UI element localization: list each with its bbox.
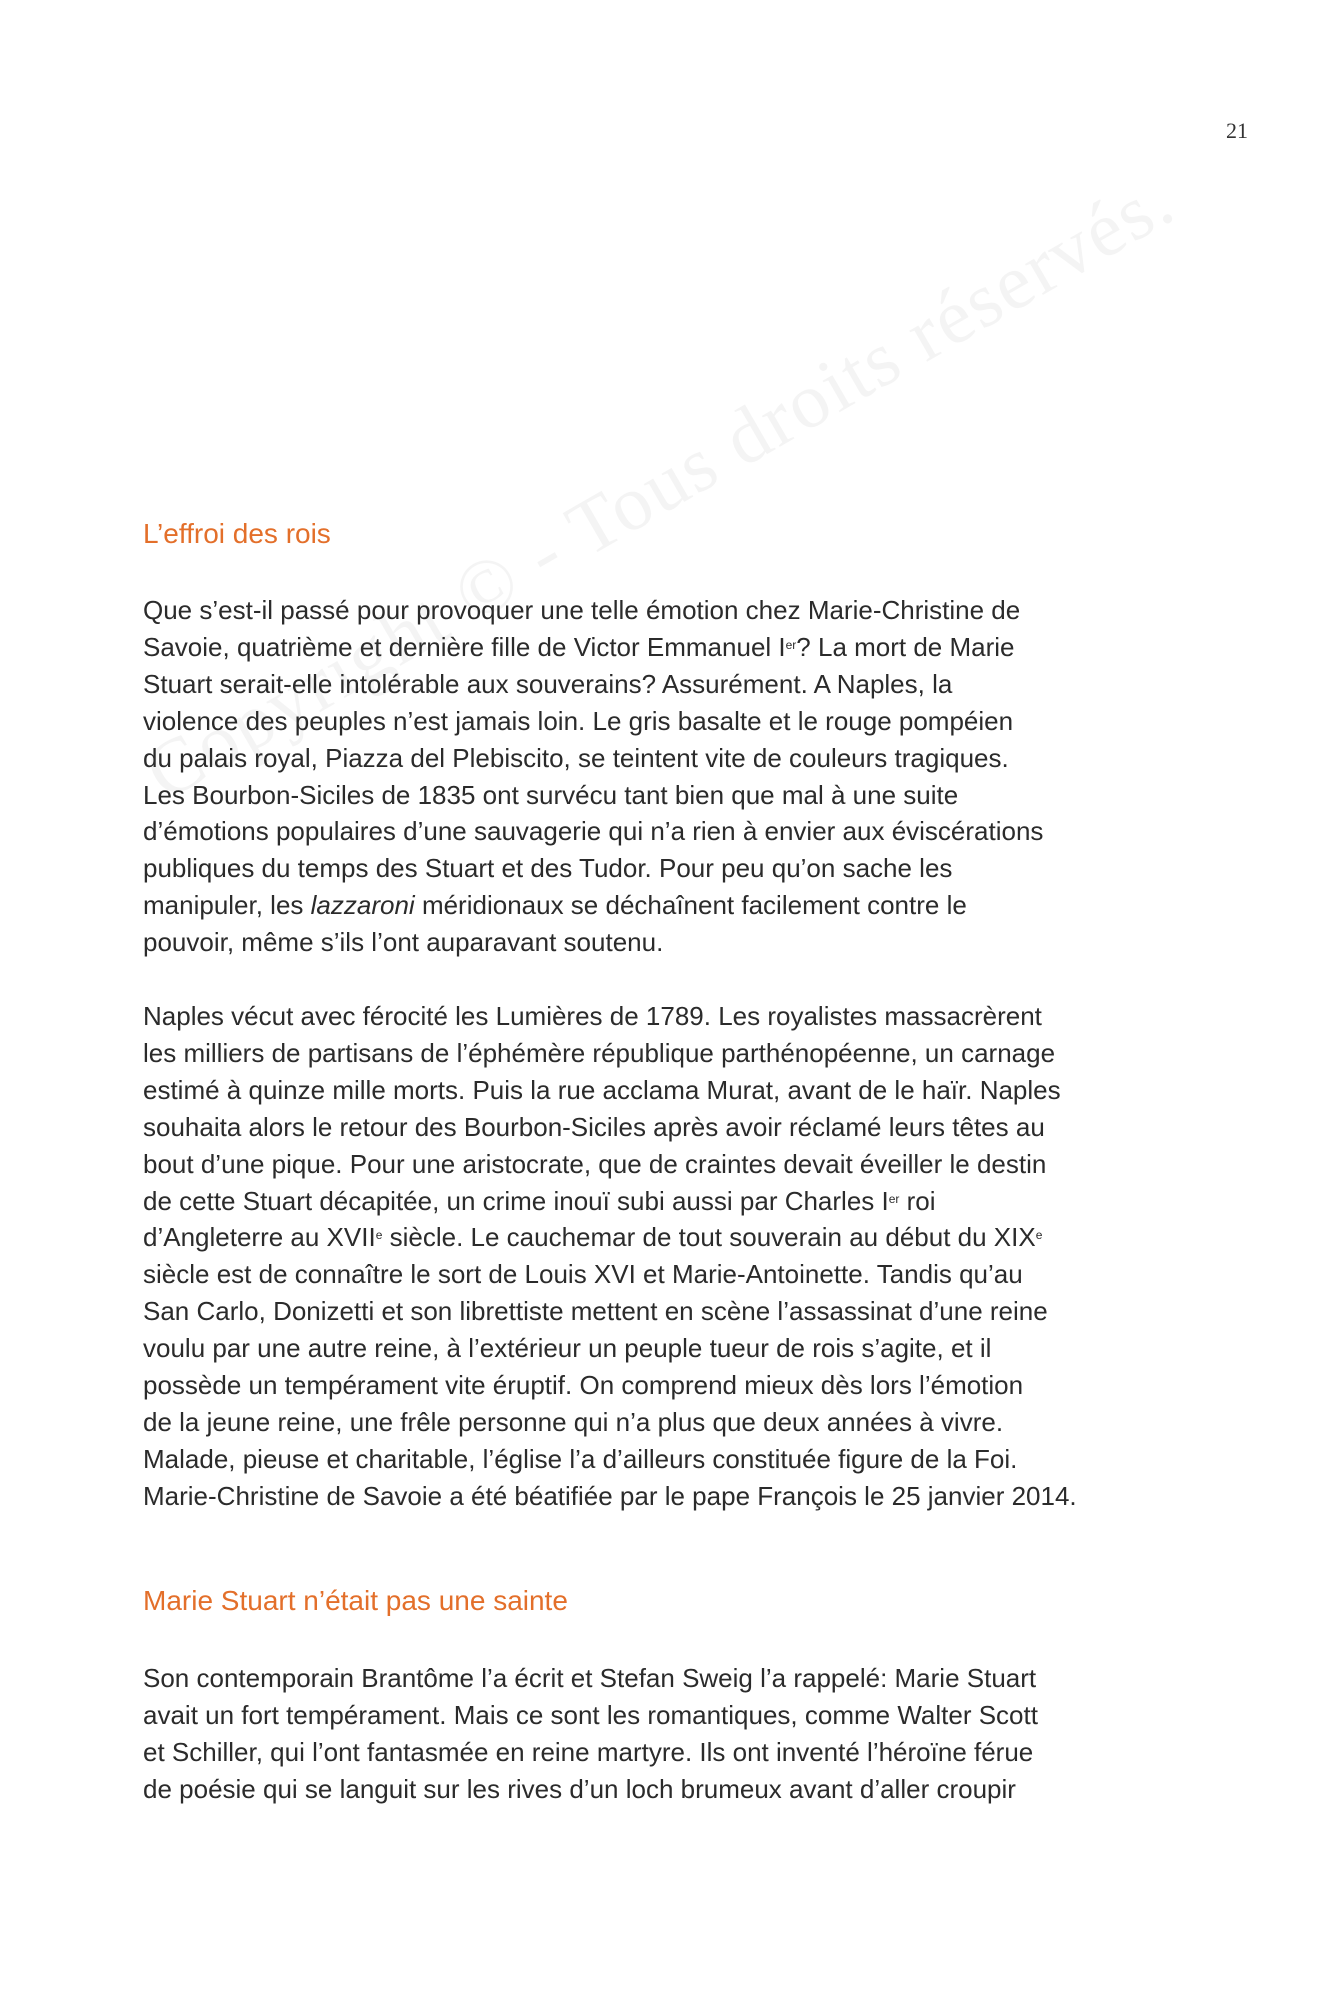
- superscript: er: [888, 1191, 900, 1206]
- text-line: San Carlo, Donizetti et son librettiste mettent en scène l’assassinat d’une reine: [143, 1296, 1048, 1327]
- text-line: avait un fort tempérament. Mais ce sont les romantiques, comme Walter Scott: [143, 1699, 1038, 1730]
- text-line: du palais royal, Piazza del Plebiscito, se teintent vite de couleurs tragiques.: [143, 742, 1009, 773]
- text-line: manipuler, les lazzaroni méridionaux se déchaînent facilement contre le: [143, 890, 967, 921]
- text-line: Savoie, quatrième et dernière fille de Victor Emmanuel Ier? La mort de Marie: [143, 631, 1015, 662]
- text-line: d’Angleterre au XVIIe siècle. Le cauchemar de tout souverain au début du XIXe: [143, 1222, 1043, 1253]
- text-line: bout d’une pique. Pour une aristocrate, que de craintes devait éveiller le destin: [143, 1148, 1047, 1179]
- italic-term: lazzaroni: [310, 890, 415, 921]
- text-line: siècle est de connaître le sort de Louis XVI et Marie-Antoinette. Tandis qu’au: [143, 1259, 1023, 1290]
- superscript: e: [375, 1228, 383, 1243]
- text-line: de poésie qui se languit sur les rives d’un loch brumeux avant d’aller croupir: [143, 1773, 1016, 1804]
- text-line: et Schiller, qui l’ont fantasmée en reine martyre. Ils ont inventé l’héroïne férue: [143, 1736, 1034, 1767]
- text-line: possède un tempérament vite éruptif. On comprend mieux dès lors l’émotion: [143, 1370, 1024, 1401]
- text-line: violence des peuples n’est jamais loin. Le gris basalte et le rouge pompéien: [143, 705, 1014, 736]
- text-line: Les Bourbon-Siciles de 1835 ont survécu tant bien que mal à une suite: [143, 779, 959, 810]
- text-line: Que s’est-il passé pour provoquer une telle émotion chez Marie-Christine de: [143, 595, 1021, 625]
- paragraph-3: [143, 1660, 1203, 1808]
- text-line: souhaita alors le retour des Bourbon-Siciles après avoir réclamé leurs têtes au: [143, 1111, 1045, 1142]
- text-line: de cette Stuart décapitée, un crime inouï subi aussi par Charles Ier roi: [143, 1185, 936, 1216]
- text-line: Malade, pieuse et charitable, l’église l’a d’ailleurs constituée figure de la Foi.: [143, 1443, 1018, 1474]
- text-line: publiques du temps des Stuart et des Tudor. Pour peu qu’on sache les: [143, 853, 953, 884]
- text-line: d’émotions populaires d’une sauvagerie qui n’a rien à envier aux éviscérations: [143, 816, 1044, 847]
- text-line: Naples vécut avec férocité les Lumières de 1789. Les royalistes massacrèrent: [143, 1001, 1042, 1031]
- text-line: de la jeune reine, une frêle personne qui n’a plus que deux années à vivre.: [143, 1406, 1004, 1437]
- page-number: 21: [1226, 118, 1248, 143]
- section-heading-effroi: L’effroi des rois: [143, 518, 331, 549]
- superscript: e: [1035, 1228, 1043, 1243]
- text-line: pouvoir, même s’ils l’ont auparavant soutenu.: [143, 927, 664, 958]
- text-line: les milliers de partisans de l’éphémère république parthénopéenne, un carnage: [143, 1037, 1056, 1068]
- text-line: voulu par une autre reine, à l’extérieur un peuple tueur de rois s’agite, et il: [143, 1333, 992, 1364]
- paragraph-1: [143, 592, 1203, 961]
- text-line: Stuart serait-elle intolérable aux souverains? Assurément. A Naples, la: [143, 668, 953, 699]
- text-line: Son contemporain Brantôme l’a écrit et Stefan Sweig l’a rappelé: Marie Stuart: [143, 1663, 1037, 1693]
- text-line: Marie-Christine de Savoie a été béatifiée par le pape François le 25 janvier 2014.: [143, 1480, 1077, 1511]
- text-line: estimé à quinze mille morts. Puis la rue acclama Murat, avant de le haïr. Naples: [143, 1074, 1061, 1105]
- section-heading-marie-stuart: Marie Stuart n’était pas une sainte: [143, 1585, 568, 1616]
- superscript: er: [785, 637, 797, 652]
- paragraph-2: [143, 998, 1203, 1515]
